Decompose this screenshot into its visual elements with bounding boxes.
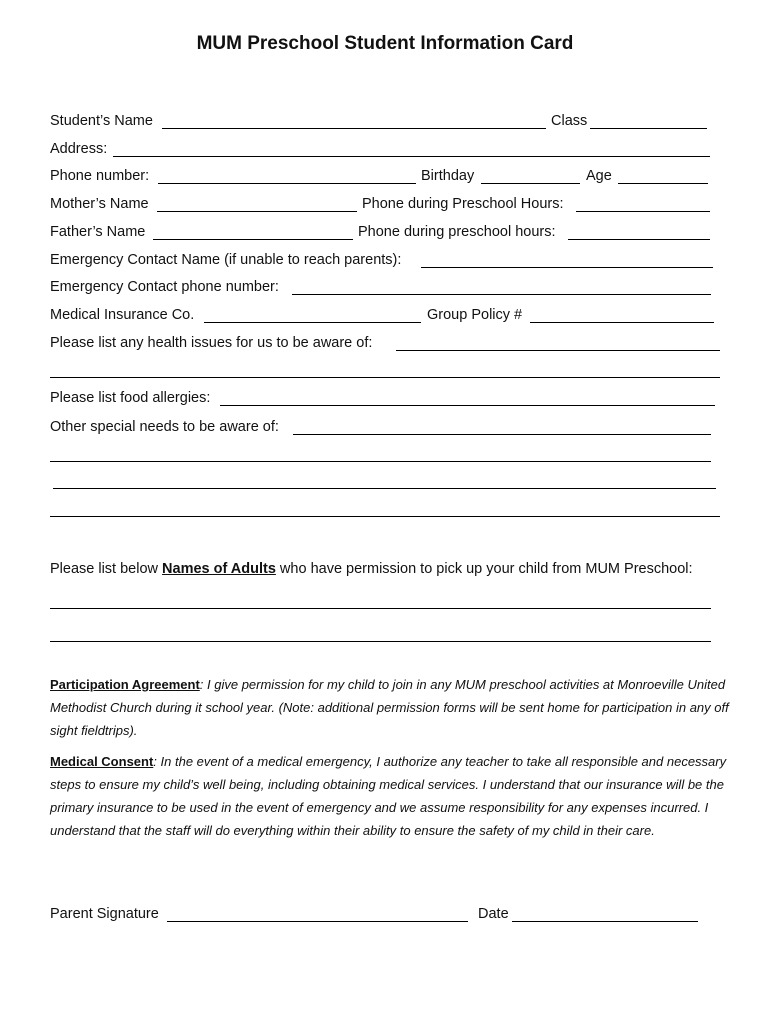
pickup-instruction — [50, 560, 693, 578]
insurance-label: Medical Insurance Co. — [50, 307, 195, 323]
address-label: Address: — [50, 141, 108, 157]
birthday-field[interactable] — [481, 183, 580, 184]
health-issues-field[interactable] — [396, 350, 720, 351]
group-policy-field[interactable] — [530, 322, 714, 323]
class-field[interactable] — [590, 128, 707, 129]
phone-number-field[interactable] — [158, 183, 416, 184]
pickup-adult-field-1[interactable] — [50, 608, 711, 609]
parent-signature-field[interactable] — [167, 921, 468, 922]
parent-signature-label: Parent Signature — [50, 906, 159, 922]
participation-heading: Participation Agreement — [50, 677, 200, 692]
phone-number-label: Phone number: — [50, 168, 150, 184]
mothers-name-label: Mother’s Name — [50, 196, 149, 212]
fathers-name-field[interactable] — [153, 239, 353, 240]
pickup-prefix: Please list below — [50, 561, 163, 577]
special-needs-label: Other special needs to be aware of: — [50, 419, 279, 435]
emergency-phone-field[interactable] — [292, 294, 711, 295]
student-name-field[interactable] — [162, 128, 546, 129]
pickup-suffix: who have permission to pick up your child from MUM Preschool: — [275, 561, 693, 577]
age-field[interactable] — [618, 183, 708, 184]
special-needs-field[interactable] — [293, 434, 711, 435]
mother-phone-label: Phone during Preschool Hours: — [362, 196, 564, 212]
father-phone-label: Phone during preschool hours: — [358, 224, 556, 240]
mother-phone-field[interactable] — [576, 211, 710, 212]
food-allergies-field[interactable] — [220, 405, 715, 406]
class-label: Class — [551, 113, 588, 129]
special-needs-field-3[interactable] — [53, 488, 716, 489]
page-title: MUM Preschool Student Information Card — [196, 33, 574, 54]
pickup-emphasis: Names of Adults — [162, 561, 276, 577]
student-name-label: Student’s Name — [50, 113, 153, 129]
special-needs-field-2[interactable] — [50, 461, 711, 462]
father-phone-field[interactable] — [568, 239, 710, 240]
participation-text: : I give permission for my child to join in any MUM preschool activities at Monroeville United Methodist Church during it school year. (Note: additional permission forms will be sent home for participation in any off sight fieldtrips). — [50, 677, 729, 738]
medical-heading: Medical Consent — [50, 754, 154, 769]
medical-text: : In the event of a medical emergency, I authorize any teacher to take all responsible and necessary steps to ensure my child’s well being, including obtaining medical services. I understand that our insurance will be the primary insurance to be used in the event of emergency and we assume responsibility for any expenses incurred. I understand that the staff will do everything within their ability to ensure the safety of my child in their care. — [50, 754, 727, 838]
medical-consent — [50, 750, 730, 842]
fathers-name-label: Father’s Name — [50, 224, 146, 240]
emergency-phone-label: Emergency Contact phone number: — [50, 279, 279, 295]
address-field[interactable] — [113, 156, 710, 157]
health-issues-label: Please list any health issues for us to be aware of: — [50, 335, 373, 351]
health-issues-field-2[interactable] — [50, 377, 720, 378]
food-allergies-label: Please list food allergies: — [50, 390, 211, 406]
special-needs-field-4[interactable] — [50, 516, 720, 517]
pickup-adult-field-2[interactable] — [50, 641, 711, 642]
emergency-name-label: Emergency Contact Name (if unable to reach parents): — [50, 252, 402, 268]
age-label: Age — [586, 168, 612, 184]
participation-agreement — [50, 673, 730, 742]
mothers-name-field[interactable] — [157, 211, 357, 212]
emergency-name-field[interactable] — [421, 267, 713, 268]
birthday-label: Birthday — [421, 168, 475, 184]
date-field[interactable] — [512, 921, 698, 922]
insurance-field[interactable] — [204, 322, 421, 323]
date-label: Date — [478, 906, 509, 922]
group-policy-label: Group Policy # — [427, 307, 523, 323]
